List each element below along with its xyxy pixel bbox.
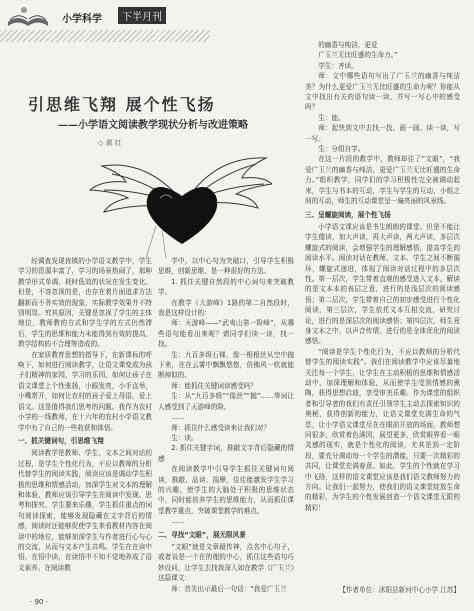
paragraph: 2. 抓住关键字词，推敲文字背后隐藏的情感 <box>158 444 294 463</box>
paragraph: “文眼”就是文章最传神，点名中心句子，或者说是一个在的理的中心，抓住这些语句巧妙设问，让学生去找我深入如在教学《广玉兰》这篇课文： <box>158 542 294 583</box>
author-unit: 【作者单位：沭阳县新河中心小学 江苏】 <box>339 585 460 594</box>
paragraph: 师：能抓住关键词读感受吗？ <box>171 381 257 390</box>
header-band <box>0 0 474 30</box>
section-heading: 二、寻找“文眼”，展无限风景 <box>158 530 246 539</box>
paragraph: 生：能。 <box>318 113 345 122</box>
section-tag: 下半月刊 <box>118 7 166 24</box>
page-number: · 90 · <box>30 598 48 606</box>
section-heading: 一、抓关键词句，引思维飞翔 <box>18 436 104 445</box>
article-column-3 <box>305 40 460 595</box>
paragraph: 的幽香与纯洁，更爱 <box>318 41 378 49</box>
paragraph: 师：首先出示最后一句话：“我爱广玉兰 <box>171 584 287 593</box>
paragraph: 经调查发现我镇的小学语文教学中，学生学习的资源丰富了，学习的场景热闹了，那种教学形式单调、耗时低效的状况在发生变化。但是，不容忽视的是，也存在着片面追求方法翻新而不务实效的现象，实际教学效果并不特别明显。究其原因，关键是忽视了学生的主体地位，教师教的方式和学生学的方式仍然滞后，学生的思维和能力未能得到有效的提高，教学结构的不合理等造成的。 <box>18 257 152 349</box>
paragraph: 生：九百多级石梯，像一根根丝从空中抛下来，在在云雾中飘飘悠悠，仿佛风一吹就能断掉似的。 <box>158 350 294 380</box>
paragraph: 在阅读教学中引导学生抓住关键词句阅读，推敲、品读、揣摩，往往能激发学生学习的兴趣，使学生的大脑处于积极的思维状态中，同时能培养学生的思维能力，从而抓住课堂教学重点，突破课堂教学的难点。 <box>158 465 294 515</box>
paragraph: 师：抓住什么感受读来让我们对？ <box>171 423 271 432</box>
paragraph: …… <box>171 413 185 422</box>
paragraph: 学中，以中心句为突破口，引导学生积极思维，创新思维，是一种很好的方法。 <box>158 257 294 276</box>
paragraph: 生：分组自学。 <box>318 145 365 154</box>
paragraph: 学生：齐读。 <box>318 61 358 70</box>
open-book-icon <box>4 2 52 30</box>
article-subtitle: ——小学语文阅读教学现状分析与改进策略 <box>58 120 248 131</box>
paragraph: “阅读是学生个性化行为，不应以教师的分析代替学生的阅读实践”。我们在阅读教学中应该尽量地关注每一个学生，让学生在主动积极的思维和情感活动中，加深理解和体验，从而使学生受到情感的熏陶，获得思想启迪，享受审美乐趣。作为课堂的组织者和引导者的我们有责任引领学生主动去探索知识的奥秘，获得创新的能力，让语文课堂充满生命的气息，让小学语文课堂尽在在眼前开放的场面，教师想问很多，欣赏着色满园，展望更多，欣赏眼界看一眼灵感的现实，就是个性化的阅读，尤其是到一定阶段，要充分调动每一个学生的潜能，只要一次精彩的共同，让课堂充满春意。如此，学生的个性就在学习中飞扬，这样的语文课堂应该是我们语文教师努力的方向。让我们一起努力，使我们的语文课堂绽放生命的精彩，为学生的个性发展创造一个语文课堂无限的精彩！ <box>305 347 460 512</box>
article-title: 引思维飞翔 展个性飞扬 <box>28 95 216 114</box>
paragraph: 在这一片段的教学中，教师却往了“文眼”，“我爱广玉兰的幽香与纯洁，更爱广玉兰无比旺盛的生命力。”组织教学，同学们的学习积极性完全被调动起来，学生与书本的互动，学生与学生的互动，小组之间的互动，师生的互动课堂呈一遍亮丽的风景线。 <box>305 155 460 206</box>
section-label: 小学科学 <box>62 14 102 25</box>
article-author: ◇ 黄 红 <box>98 139 122 147</box>
paragraph: 在家质教育思想的指导下，在新课标的呼唤下，如何进行阅读教学，让语文课变成为孩子们精神的家园，学习的乐园，如何让孩子在语文课堂上个性张扬，小眼发亮，小手直举，小嘴常开，如何让农村的孩子爱上母语，爱上语文。这是值得我们思考的问题。我作为农村小学的一线教师，在十六年的农村小学语文教学中有了自己的一些收获和体悟。 <box>18 350 152 432</box>
paragraph: 生：读。 <box>171 433 198 442</box>
paragraph: 师：文中哪些语句写出了广玉兰的幽香与纯洁美？为什么更爱广玉兰无比旺盛的生命力呢？你能从文中找出有关的语句读一读，并写一写心中的感受吗？ <box>305 72 460 112</box>
paragraph: 师：起快到文中去找一找、画一画、读一读，写一写。 <box>305 124 460 143</box>
paragraph: 师：天游峰——“武夷山第一险峰”，从哪些语句能看出来呢？请同学们读一读，找一找。 <box>158 319 294 349</box>
paragraph: 在教学《大游峰》1路的第二自然段时，我是这样设计的： <box>158 298 294 318</box>
header-hatch <box>0 30 210 42</box>
article-column-1 <box>18 256 152 596</box>
paragraph: 1. 抓住关键自然段的中心词句来突破教学。 <box>158 277 294 297</box>
paragraph: 阅读教学是教师、学生、文本之间对话的过程，是学生个性化行为，不应以教师的分析代替学生的阅读实践，阅读应该是调动学生积极的思维和情感活动，加深学生对文本的理解和体验，教师应该引导学生在阅读中发现、思考和探究，学生要来乐趣，学生抓住重点的词句阅读探索，能够发现隐藏在文字背后的情感，阅读时还能够促使学生来看教材内容在阅读中的地位，能够加深学生与作者进行心与心的交流，从而与文本产生共鸣。学生在在读中悟，在悟中读，在读悟中不知不觉地养成了语文素养。在阅读教 <box>18 449 152 572</box>
section-heading: 三、呈螺旋阅读，展个性飞扬 <box>305 210 391 219</box>
paragraph: …… <box>171 517 185 526</box>
paragraph: 小学语文课应该是书生朗朗的课堂。但是不能让学生傻读，加大声读，再大声读，两大声读，多层次螺旋式的阅读，会增强学生的理解感悟，提高学生的阅读水平。阅读对话在教师、文本、学生之间不断循环，螺旋式递进，体现了阅读对话过程中的多层次性。第一层次，学生带着直观的感受进入文本，解读的是文本本的表层之意，进行的是浅层次的阅读感悟；第二层次，学生带着自己的初步感受进行个性化阅读，第三层次，学生依托文本互相交流，研究讨论，进行的是深层次的阅读感悟；第四层次，师生竟身文本之中，以声音传情，进行的是全体优化的阅读感悟。 <box>305 222 460 346</box>
winged-heart-illustration <box>82 140 272 258</box>
paragraph: 生：从“九百多级”“像丝”“抛”……等词让人感受到了天游峰的险。 <box>158 392 294 411</box>
paragraph: 广玉兰无比旺盛的生命力。” <box>318 51 398 60</box>
article-column-2 <box>158 256 294 596</box>
